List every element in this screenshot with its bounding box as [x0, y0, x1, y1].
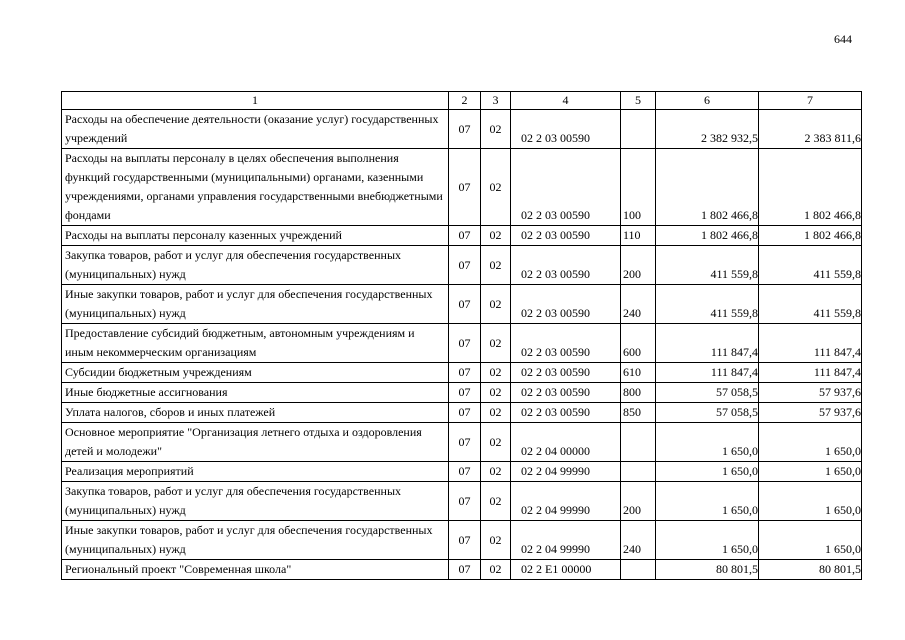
expense-type-cell: 240: [621, 521, 656, 560]
target-article-cell: 02 2 03 00590: [511, 383, 621, 403]
expense-type-cell: 110: [621, 226, 656, 246]
table-row: [62, 403, 862, 423]
table-row: [62, 110, 862, 149]
expense-name-cell: Расходы на выплаты персоналу в целях обеспечения выполнения функций государственными (муниципальными) органами, казенными учреждениями, органами управления государственными внебюджетными фондами: [62, 149, 449, 226]
amount-year-1-cell: 2 382 932,5: [656, 110, 759, 149]
expense-type-cell: [621, 423, 656, 462]
amount-year-2-cell: 111 847,4: [759, 324, 862, 363]
table-row: [62, 521, 862, 560]
section-code-cell: 07: [449, 482, 481, 521]
section-code-cell: 07: [449, 383, 481, 403]
table-row: [62, 324, 862, 363]
expense-type-cell: [621, 110, 656, 149]
subsection-code-cell: 02: [481, 482, 511, 521]
expense-name-cell: Уплата налогов, сборов и иных платежей: [62, 403, 449, 423]
table-row: [62, 462, 862, 482]
subsection-code-cell: 02: [481, 462, 511, 482]
expense-name-cell: Иные закупки товаров, работ и услуг для обеспечения государственных (муниципальных) нужд: [62, 521, 449, 560]
amount-year-2-cell: 1 650,0: [759, 423, 862, 462]
expense-name-cell: Расходы на обеспечение деятельности (оказание услуг) государственных учреждений: [62, 110, 449, 149]
expense-type-cell: 100: [621, 149, 656, 226]
subsection-code-cell: 02: [481, 423, 511, 462]
table-body: [62, 92, 862, 580]
target-article-cell: 02 2 03 00590: [511, 246, 621, 285]
subsection-code-cell: 02: [481, 285, 511, 324]
subsection-code-cell: 02: [481, 521, 511, 560]
amount-year-1-cell: 57 058,5: [656, 403, 759, 423]
table-row: [62, 246, 862, 285]
section-code-cell: 07: [449, 521, 481, 560]
amount-year-1-cell: 111 847,4: [656, 363, 759, 383]
amount-year-2-cell: 80 801,5: [759, 560, 862, 580]
amount-year-2-cell: 57 937,6: [759, 403, 862, 423]
table-row: [62, 482, 862, 521]
expense-type-cell: 200: [621, 246, 656, 285]
section-code-cell: 07: [449, 462, 481, 482]
target-article-cell: 02 2 04 99990: [511, 482, 621, 521]
subsection-code-cell: 02: [481, 226, 511, 246]
table-row: [62, 285, 862, 324]
amount-year-1-cell: 1 650,0: [656, 482, 759, 521]
column-header: 5: [621, 92, 656, 110]
section-code-cell: 07: [449, 246, 481, 285]
subsection-code-cell: 02: [481, 110, 511, 149]
target-article-cell: 02 2 03 00590: [511, 403, 621, 423]
expense-type-cell: [621, 560, 656, 580]
amount-year-2-cell: 111 847,4: [759, 363, 862, 383]
table-row: [62, 383, 862, 403]
amount-year-2-cell: 411 559,8: [759, 285, 862, 324]
subsection-code-cell: 02: [481, 324, 511, 363]
amount-year-1-cell: 1 802 466,8: [656, 149, 759, 226]
amount-year-1-cell: 111 847,4: [656, 324, 759, 363]
column-header: 1: [62, 92, 449, 110]
section-code-cell: 07: [449, 149, 481, 226]
expense-type-cell: 800: [621, 383, 656, 403]
target-article-cell: 02 2 03 00590: [511, 285, 621, 324]
table-row: [62, 423, 862, 462]
table-row: [62, 226, 862, 246]
amount-year-2-cell: 57 937,6: [759, 383, 862, 403]
target-article-cell: 02 2 03 00590: [511, 149, 621, 226]
amount-year-2-cell: 1 650,0: [759, 521, 862, 560]
expense-type-cell: [621, 462, 656, 482]
expense-type-cell: 610: [621, 363, 656, 383]
target-article-cell: 02 2 03 00590: [511, 226, 621, 246]
amount-year-2-cell: 1 802 466,8: [759, 149, 862, 226]
section-code-cell: 07: [449, 324, 481, 363]
section-code-cell: 07: [449, 423, 481, 462]
expense-name-cell: Закупка товаров, работ и услуг для обеспечения государственных (муниципальных) нужд: [62, 482, 449, 521]
amount-year-1-cell: 1 802 466,8: [656, 226, 759, 246]
header-row: [62, 92, 862, 110]
subsection-code-cell: 02: [481, 246, 511, 285]
target-article-cell: 02 2 04 00000: [511, 423, 621, 462]
target-article-cell: 02 2 03 00590: [511, 324, 621, 363]
subsection-code-cell: 02: [481, 403, 511, 423]
subsection-code-cell: 02: [481, 560, 511, 580]
subsection-code-cell: 02: [481, 383, 511, 403]
amount-year-2-cell: 1 802 466,8: [759, 226, 862, 246]
table-row: [62, 560, 862, 580]
column-header: 6: [656, 92, 759, 110]
column-header: 7: [759, 92, 862, 110]
expense-name-cell: Региональный проект "Современная школа": [62, 560, 449, 580]
page-number: 644: [834, 32, 852, 46]
expense-name-cell: Иные бюджетные ассигнования: [62, 383, 449, 403]
section-code-cell: 07: [449, 560, 481, 580]
section-code-cell: 07: [449, 403, 481, 423]
target-article-cell: 02 2 04 99990: [511, 462, 621, 482]
expense-type-cell: 600: [621, 324, 656, 363]
column-header: 4: [511, 92, 621, 110]
section-code-cell: 07: [449, 285, 481, 324]
column-header: 2: [449, 92, 481, 110]
subsection-code-cell: 02: [481, 363, 511, 383]
amount-year-2-cell: 1 650,0: [759, 482, 862, 521]
expense-name-cell: Предоставление субсидий бюджетным, автономным учреждениям и иным некоммерческим организациям: [62, 324, 449, 363]
expense-type-cell: 850: [621, 403, 656, 423]
table-row: [62, 149, 862, 226]
amount-year-1-cell: 80 801,5: [656, 560, 759, 580]
amount-year-1-cell: 1 650,0: [656, 462, 759, 482]
expense-name-cell: Иные закупки товаров, работ и услуг для обеспечения государственных (муниципальных) нужд: [62, 285, 449, 324]
section-code-cell: 07: [449, 110, 481, 149]
amount-year-2-cell: 2 383 811,6: [759, 110, 862, 149]
section-code-cell: 07: [449, 226, 481, 246]
subsection-code-cell: 02: [481, 149, 511, 226]
expense-type-cell: 200: [621, 482, 656, 521]
amount-year-1-cell: 1 650,0: [656, 521, 759, 560]
amount-year-2-cell: 1 650,0: [759, 462, 862, 482]
section-code-cell: 07: [449, 363, 481, 383]
expense-name-cell: Субсидии бюджетным учреждениям: [62, 363, 449, 383]
target-article-cell: 02 2 03 00590: [511, 110, 621, 149]
amount-year-1-cell: 1 650,0: [656, 423, 759, 462]
amount-year-2-cell: 411 559,8: [759, 246, 862, 285]
target-article-cell: 02 2 04 99990: [511, 521, 621, 560]
table-row: [62, 363, 862, 383]
expense-name-cell: Закупка товаров, работ и услуг для обеспечения государственных (муниципальных) нужд: [62, 246, 449, 285]
expense-name-cell: Расходы на выплаты персоналу казенных учреждений: [62, 226, 449, 246]
expense-type-cell: 240: [621, 285, 656, 324]
budget-table: [61, 91, 862, 580]
target-article-cell: 02 2 03 00590: [511, 363, 621, 383]
column-header: 3: [481, 92, 511, 110]
target-article-cell: 02 2 E1 00000: [511, 560, 621, 580]
expense-name-cell: Основное мероприятие "Организация летнего отдыха и оздоровления детей и молодежи": [62, 423, 449, 462]
amount-year-1-cell: 411 559,8: [656, 285, 759, 324]
expense-name-cell: Реализация мероприятий: [62, 462, 449, 482]
amount-year-1-cell: 411 559,8: [656, 246, 759, 285]
amount-year-1-cell: 57 058,5: [656, 383, 759, 403]
